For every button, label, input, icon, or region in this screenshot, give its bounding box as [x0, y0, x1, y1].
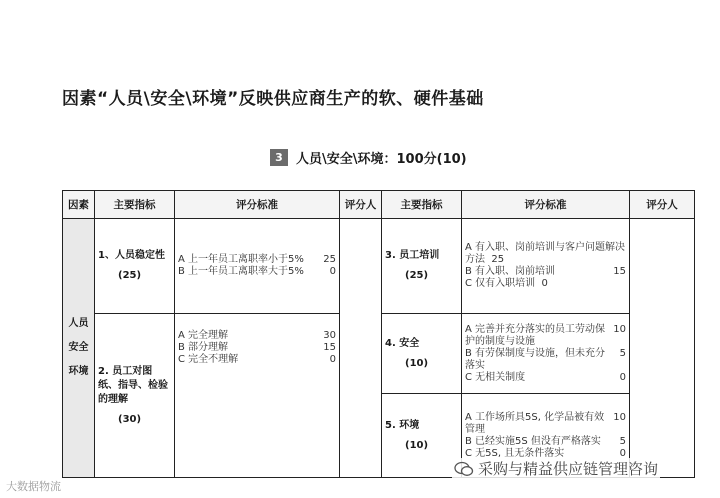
- criteria-value: 25: [491, 254, 505, 265]
- criteria-text: A 完全理解: [178, 330, 229, 341]
- criteria-line: [178, 342, 336, 354]
- criteria-text: A 有入职、岗前培训与客户问题解决方法: [465, 242, 626, 265]
- criteria-line: [178, 266, 336, 278]
- criteria-value: 10: [613, 323, 626, 335]
- indicator-cell: [95, 219, 175, 314]
- header-rater-2: 评分人: [630, 191, 695, 219]
- category-line: 环境: [68, 366, 89, 377]
- criteria-text: B 上一年员工离职率大于5%: [178, 266, 304, 277]
- criteria-cell: [462, 219, 630, 314]
- criteria-value: 0: [329, 354, 336, 365]
- indicator-points: (10): [405, 439, 429, 451]
- table-row: [63, 219, 695, 314]
- criteria-text: C 无5S, 且无条件落实: [465, 447, 565, 459]
- indicator-name: 3. 员工培训: [385, 250, 440, 261]
- criteria-text: C 无相关制度: [465, 371, 526, 383]
- header-criteria-2: 评分标准: [462, 191, 630, 219]
- criteria-value: 10: [613, 411, 626, 423]
- header-factor: 因素: [63, 191, 95, 219]
- indicator-cell: [382, 219, 462, 314]
- criteria-value: 15: [323, 342, 336, 353]
- indicator-name: 5. 环境: [385, 419, 420, 431]
- section-number-badge: 3: [270, 149, 288, 166]
- criteria-value: 5: [619, 435, 626, 447]
- criteria-value: 15: [613, 266, 626, 277]
- criteria-text: C 完全不理解: [178, 354, 239, 365]
- criteria-value: 0: [541, 278, 548, 289]
- criteria-line: [178, 354, 336, 366]
- indicator-name: 1、人员稳定性: [98, 250, 165, 261]
- criteria-value: 30: [323, 330, 336, 341]
- criteria-text: B 部分理解: [178, 342, 229, 353]
- criteria-cell: [462, 314, 630, 394]
- watermark-right-text: 采购与精益供应链管理咨询: [478, 460, 659, 478]
- watermark-right: [452, 458, 660, 479]
- criteria-value: 0: [619, 371, 626, 383]
- criteria-line: [178, 254, 336, 266]
- criteria-line: [465, 324, 626, 348]
- indicator-points: (25): [118, 270, 142, 281]
- criteria-line: [465, 372, 626, 384]
- indicator-name: 2. 员工对图纸、指导、检验的理解: [98, 365, 168, 405]
- criteria-text: C 仅有入职培训: [465, 278, 536, 289]
- indicator-points: (25): [405, 270, 429, 281]
- criteria-line: [465, 436, 626, 448]
- criteria-line: [465, 266, 626, 278]
- criteria-text: B 已经实施5S 但没有严格落实: [465, 435, 601, 447]
- criteria-line: [178, 330, 336, 342]
- header-indicator: 主要指标: [95, 191, 175, 219]
- indicator-points: (30): [118, 413, 142, 425]
- watermark-left: 大数据物流: [6, 480, 61, 493]
- category-line: 人员: [68, 318, 89, 329]
- criteria-text: B 有入职、岗前培训: [465, 266, 556, 277]
- criteria-line: [465, 242, 626, 266]
- criteria-value: 0: [329, 266, 336, 277]
- criteria-value: 0: [619, 447, 626, 459]
- rater-cell: [630, 219, 695, 478]
- criteria-value: 25: [323, 254, 336, 265]
- category-line: 安全: [68, 342, 89, 353]
- scoring-table: [62, 190, 695, 478]
- category-cell: [63, 219, 95, 478]
- criteria-text: A 完善并充分落实的员工劳动保护的制度与设施: [465, 323, 606, 347]
- criteria-text: A 工作场所具5S, 化学品被有效管理: [465, 411, 605, 435]
- section-header: [270, 148, 467, 167]
- header-rater: 评分人: [340, 191, 382, 219]
- criteria-line: [465, 348, 626, 372]
- rater-cell: [340, 219, 382, 478]
- criteria-text: A 上一年员工离职率小于5%: [178, 254, 304, 265]
- criteria-value: 5: [619, 347, 626, 359]
- indicator-name: 4. 安全: [385, 337, 420, 349]
- wechat-icon: [454, 461, 474, 477]
- criteria-cell: [175, 219, 340, 314]
- criteria-line: [465, 278, 626, 290]
- section-label: 人员\安全\环境：100分(10): [296, 152, 467, 167]
- header-indicator-2: 主要指标: [382, 191, 462, 219]
- criteria-cell: [175, 314, 340, 478]
- criteria-text: B 有劳保制度与设施，但未充分落实: [465, 347, 606, 371]
- indicator-cell: [382, 394, 462, 478]
- criteria-line: [465, 412, 626, 436]
- indicator-cell: [95, 314, 175, 478]
- indicator-cell: [382, 314, 462, 394]
- indicator-points: (10): [405, 357, 429, 369]
- table-header-row: [63, 191, 695, 219]
- page-title: 因素“人员\安全\环境”反映供应商生产的软、硬件基础: [62, 89, 484, 109]
- header-criteria: 评分标准: [175, 191, 340, 219]
